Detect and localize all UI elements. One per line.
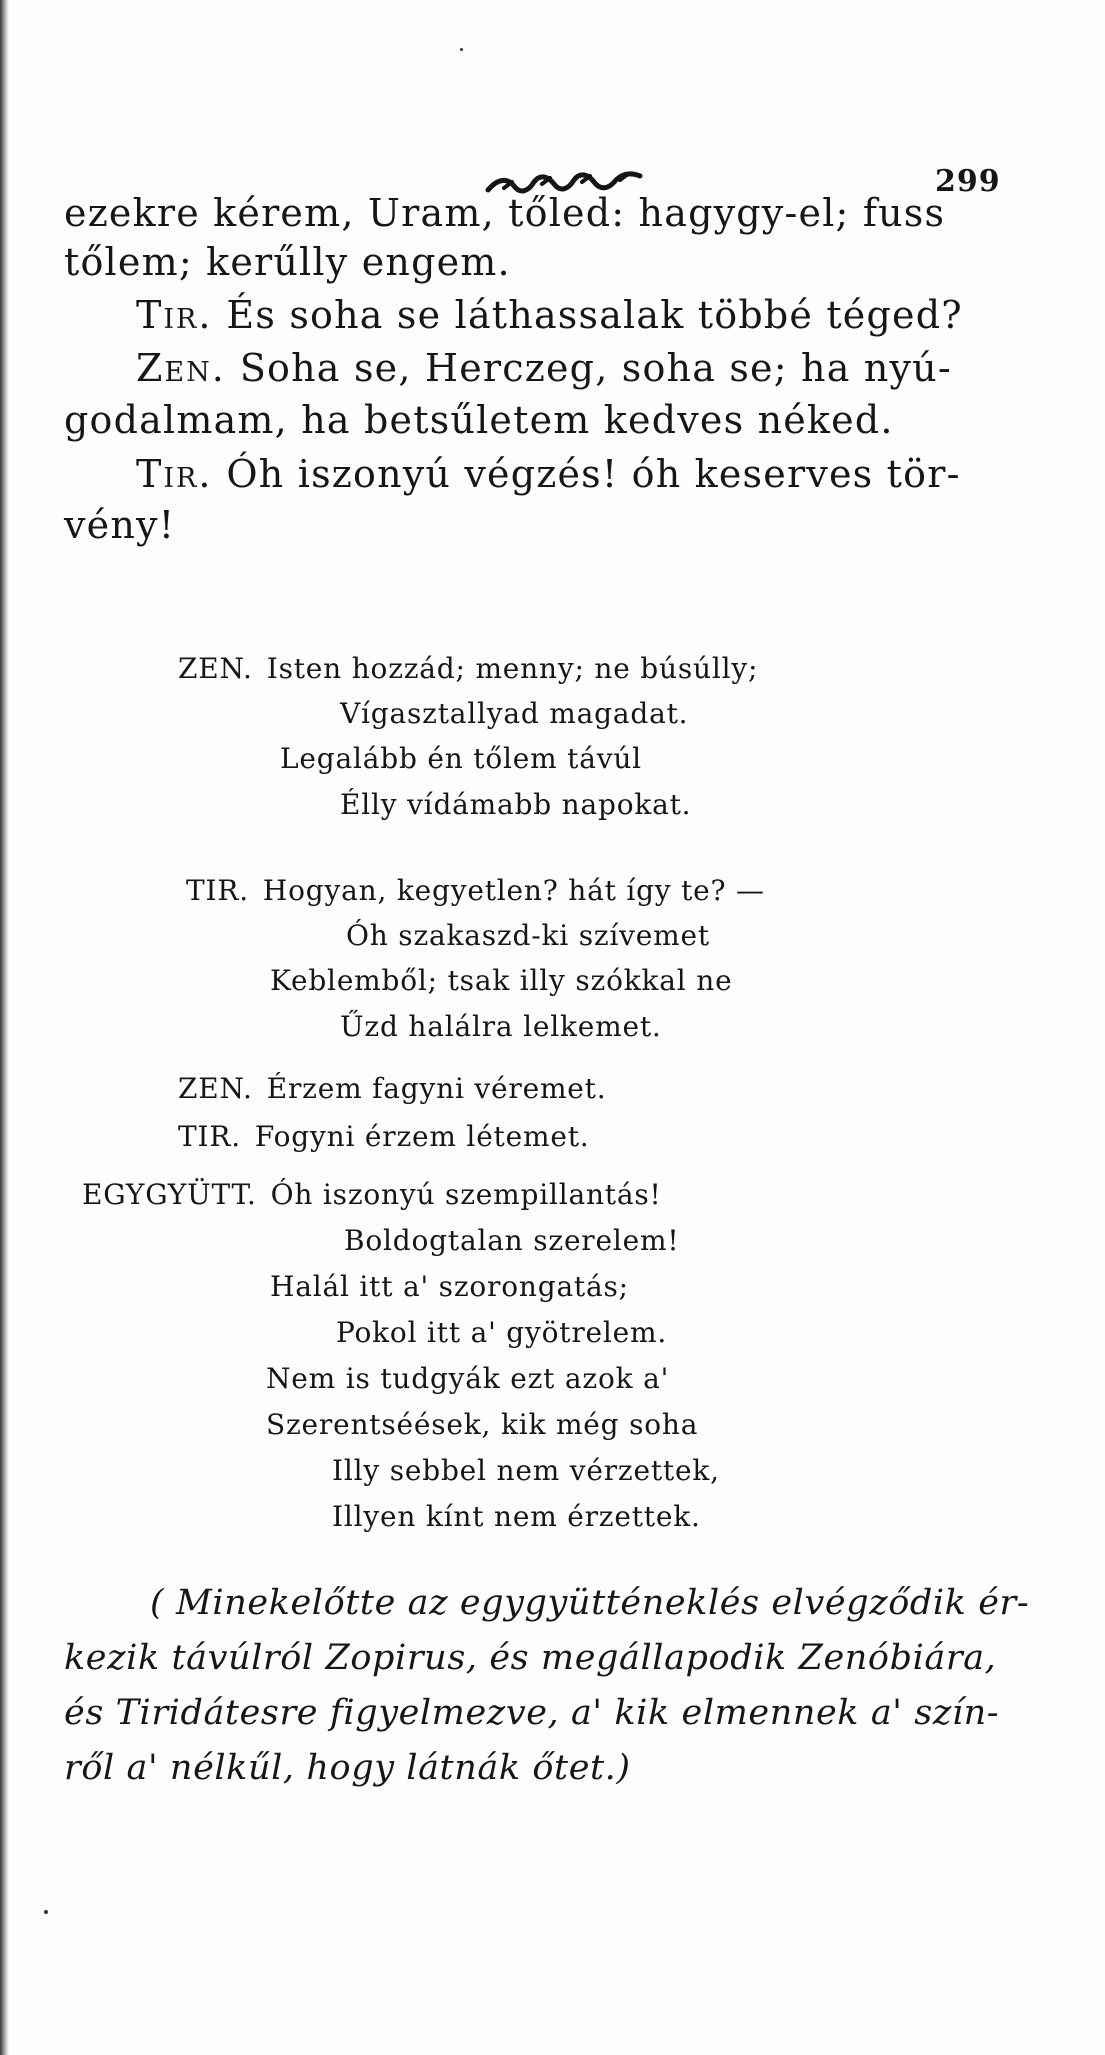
prose-line [64,503,175,547]
verse-line [266,1362,669,1395]
speaker-name: TIR. [178,1120,241,1153]
stage-direction-line: ( Minekelőtte az egygyütténeklés elvégződik ér- [150,1583,1030,1623]
verse-line-text: Fogyni érzem létemet. [254,1120,590,1153]
verse-line [344,1224,679,1257]
prose-line [64,398,894,442]
page-edge-shadow [0,0,9,2055]
verse-line-text: Pokol itt a' gyötrelem. [336,1316,668,1349]
verse-line-text: Boldogtalan szerelem! [344,1224,680,1257]
verse-line-text: Keblemből; tsak illy szókkal ne [270,964,733,997]
verse-line [270,1270,629,1303]
prose-line [136,346,952,390]
verse-line-text: Halál itt a' szorongatás; [270,1270,629,1303]
verse-line [178,1120,589,1153]
verse-line [178,652,758,685]
speaker-name: Tir. [136,452,213,496]
verse-line-text: Érzem fagyni véremet. [266,1072,607,1105]
prose-line-text: Óh iszonyú végzés! óh keserves tör- [226,452,961,496]
prose-line [64,191,945,235]
verse-line [340,1010,662,1043]
verse-line-text: Vígasztallyad magadat. [340,697,689,730]
verse-line [280,742,642,775]
prose-line-text: vény! [64,503,176,547]
prose-line [136,293,963,337]
verse-line [186,874,765,907]
verse-line-text: Szerentséések, kik még soha [266,1408,699,1441]
speaker-name: TIR. [186,874,249,907]
verse-line-text: Legalább én tőlem távúl [280,742,642,775]
verse-line-text: Űzd halálra lelkemet. [340,1010,662,1043]
verse-line-text: Óh iszonyú szempillantás! [270,1178,662,1211]
page-number: 299 [935,164,1001,199]
stage-direction-line: ről a' nélkűl, hogy látnák őtet.) [64,1748,631,1788]
prose-line [136,452,961,496]
verse-line-text: Hogyan, kegyetlen? hát így te? — [262,874,765,907]
verse-line-text: Isten hozzád; menny; ne búsúlly; [266,652,759,685]
verse-line [332,1500,701,1533]
stage-direction-line: és Tiridátesre figyelmezve, a' kik elmennek a' szín- [64,1693,1000,1733]
verse-line [270,964,732,997]
prose-line-text: És soha se láthassalak többé téged? [226,293,963,337]
speaker-name: Tir. [136,293,213,337]
verse-line [266,1408,698,1441]
speaker-name: ZEN. [178,652,253,685]
verse-line-text: Nem is tudgyák ezt azok a' [266,1362,670,1395]
verse-line-text: Élly vídámabb napokat. [340,788,692,821]
speaker-name: ZEN. [178,1072,253,1105]
verse-line [346,919,710,952]
speaker-name: EGYGYÜTT. [82,1178,257,1211]
verse-line [336,1316,667,1349]
verse-line [340,697,688,730]
stage-direction-line: kezik távúlról Zopirus, és megállapodik Zenóbiára, [64,1638,997,1678]
verse-line [82,1178,662,1211]
print-speck [44,1910,48,1914]
verse-line [178,1072,606,1105]
verse-line-text: Illyen kínt nem érzettek. [332,1500,701,1533]
verse-line-text: Illy sebbel nem vérzettek, [332,1454,720,1487]
print-speck [460,48,463,51]
prose-line-text: ezekre kérem, Uram, tőled: hagygy-el; fuss [64,191,946,235]
prose-line-text: godalmam, ha betsűletem kedves néked. [64,398,894,442]
verse-line-text: Óh szakaszd-ki szívemet [346,919,710,952]
verse-line [340,788,691,821]
prose-line-text: tőlem; kerűlly engem. [64,240,511,284]
verse-line [332,1454,720,1487]
speaker-name: Zen. [136,346,226,390]
prose-line-text: Soha se, Herczeg, soha se; ha nyú- [239,346,952,390]
prose-line [64,240,511,284]
